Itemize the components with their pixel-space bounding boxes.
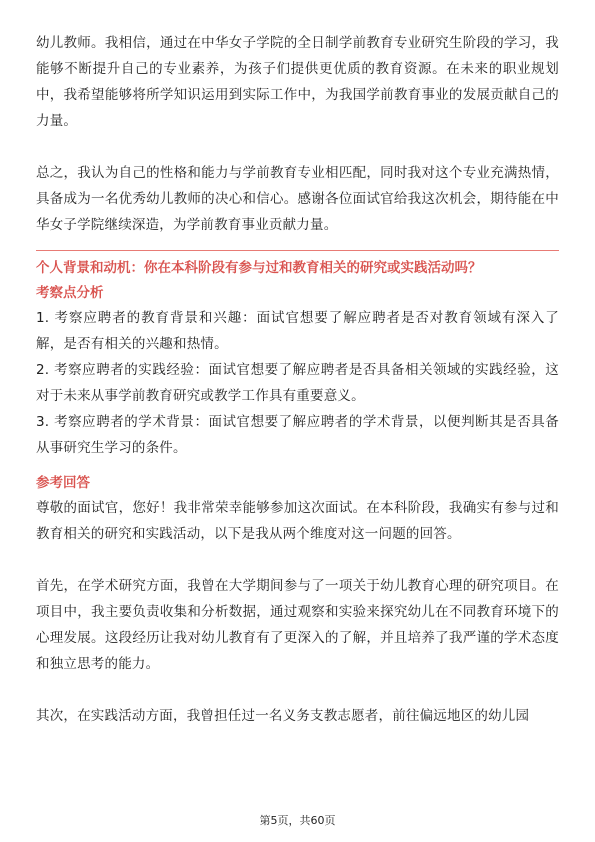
page-number-footer: 第5页，共60页 xyxy=(259,814,336,827)
spacer xyxy=(36,547,559,573)
intro-paragraph-1: 幼儿教师。我相信，通过在中华女子学院的全日制学前教育专业研究生阶段的学习，我能够不断提升自己的专业素养，为孩子们提供更优质的教育资源。在未来的职业规划中，我希望能够将所学知识运用到实际工作中，为我国学前教育事业的发展贡献自己的力量。 xyxy=(36,35,559,129)
analysis-item-3: 3. 考察应聘者的学术背景：面试官想要了解应聘者的学术背景，以便判断其是否具备从事研究生学习的条件。 xyxy=(36,414,559,456)
analysis-heading: 考察点分析 xyxy=(36,285,104,301)
analysis-item-2: 2. 考察应聘者的实践经验：面试官想要了解应聘者是否具备相关领域的实践经验，这对于未来从事学前教育研究或教学工作具有重要意义。 xyxy=(36,362,559,404)
analysis-item-1: 1. 考察应聘者的教育背景和兴趣：面试官想要了解应聘者是否对教育领域有深入了解，是否有相关的兴趣和热情。 xyxy=(36,310,559,352)
answer-paragraph-3: 其次，在实践活动方面，我曾担任过一名义务支教志愿者，前往偏远地区的幼儿园 xyxy=(36,708,530,724)
spacer xyxy=(36,677,559,703)
page-content xyxy=(36,30,559,729)
section-divider xyxy=(36,250,559,251)
intro-paragraph-2: 总之，我认为自己的性格和能力与学前教育专业相匹配，同时我对这个专业充满热情，具备成为一名优秀幼儿教师的决心和信心。感谢各位面试官给我这次机会，期待能在中华女子学院继续深造，为学前教育事业贡献力量。 xyxy=(36,165,559,233)
answer-paragraph-2: 首先，在学术研究方面，我曾在大学期间参与了一项关于幼儿教育心理的研究项目。在项目中，我主要负责收集和分析数据，通过观察和实验来探究幼儿在不同教育环境下的心理发展。这段经历让我对幼儿教育有了更深入的了解，并且培养了我严谨的学术态度和独立思考的能力。 xyxy=(36,578,559,672)
spacer xyxy=(36,461,559,471)
answer-heading: 参考回答 xyxy=(36,475,90,491)
spacer xyxy=(36,134,559,160)
interview-question: 个人背景和动机：你在本科阶段有参与过和教育相关的研究或实践活动吗？ xyxy=(36,260,482,276)
answer-paragraph-1: 尊敬的面试官，您好！我非常荣幸能够参加这次面试。在本科阶段，我确实有参与过和教育相关的研究和实践活动，以下是我从两个维度对这一问题的回答。 xyxy=(36,500,559,542)
